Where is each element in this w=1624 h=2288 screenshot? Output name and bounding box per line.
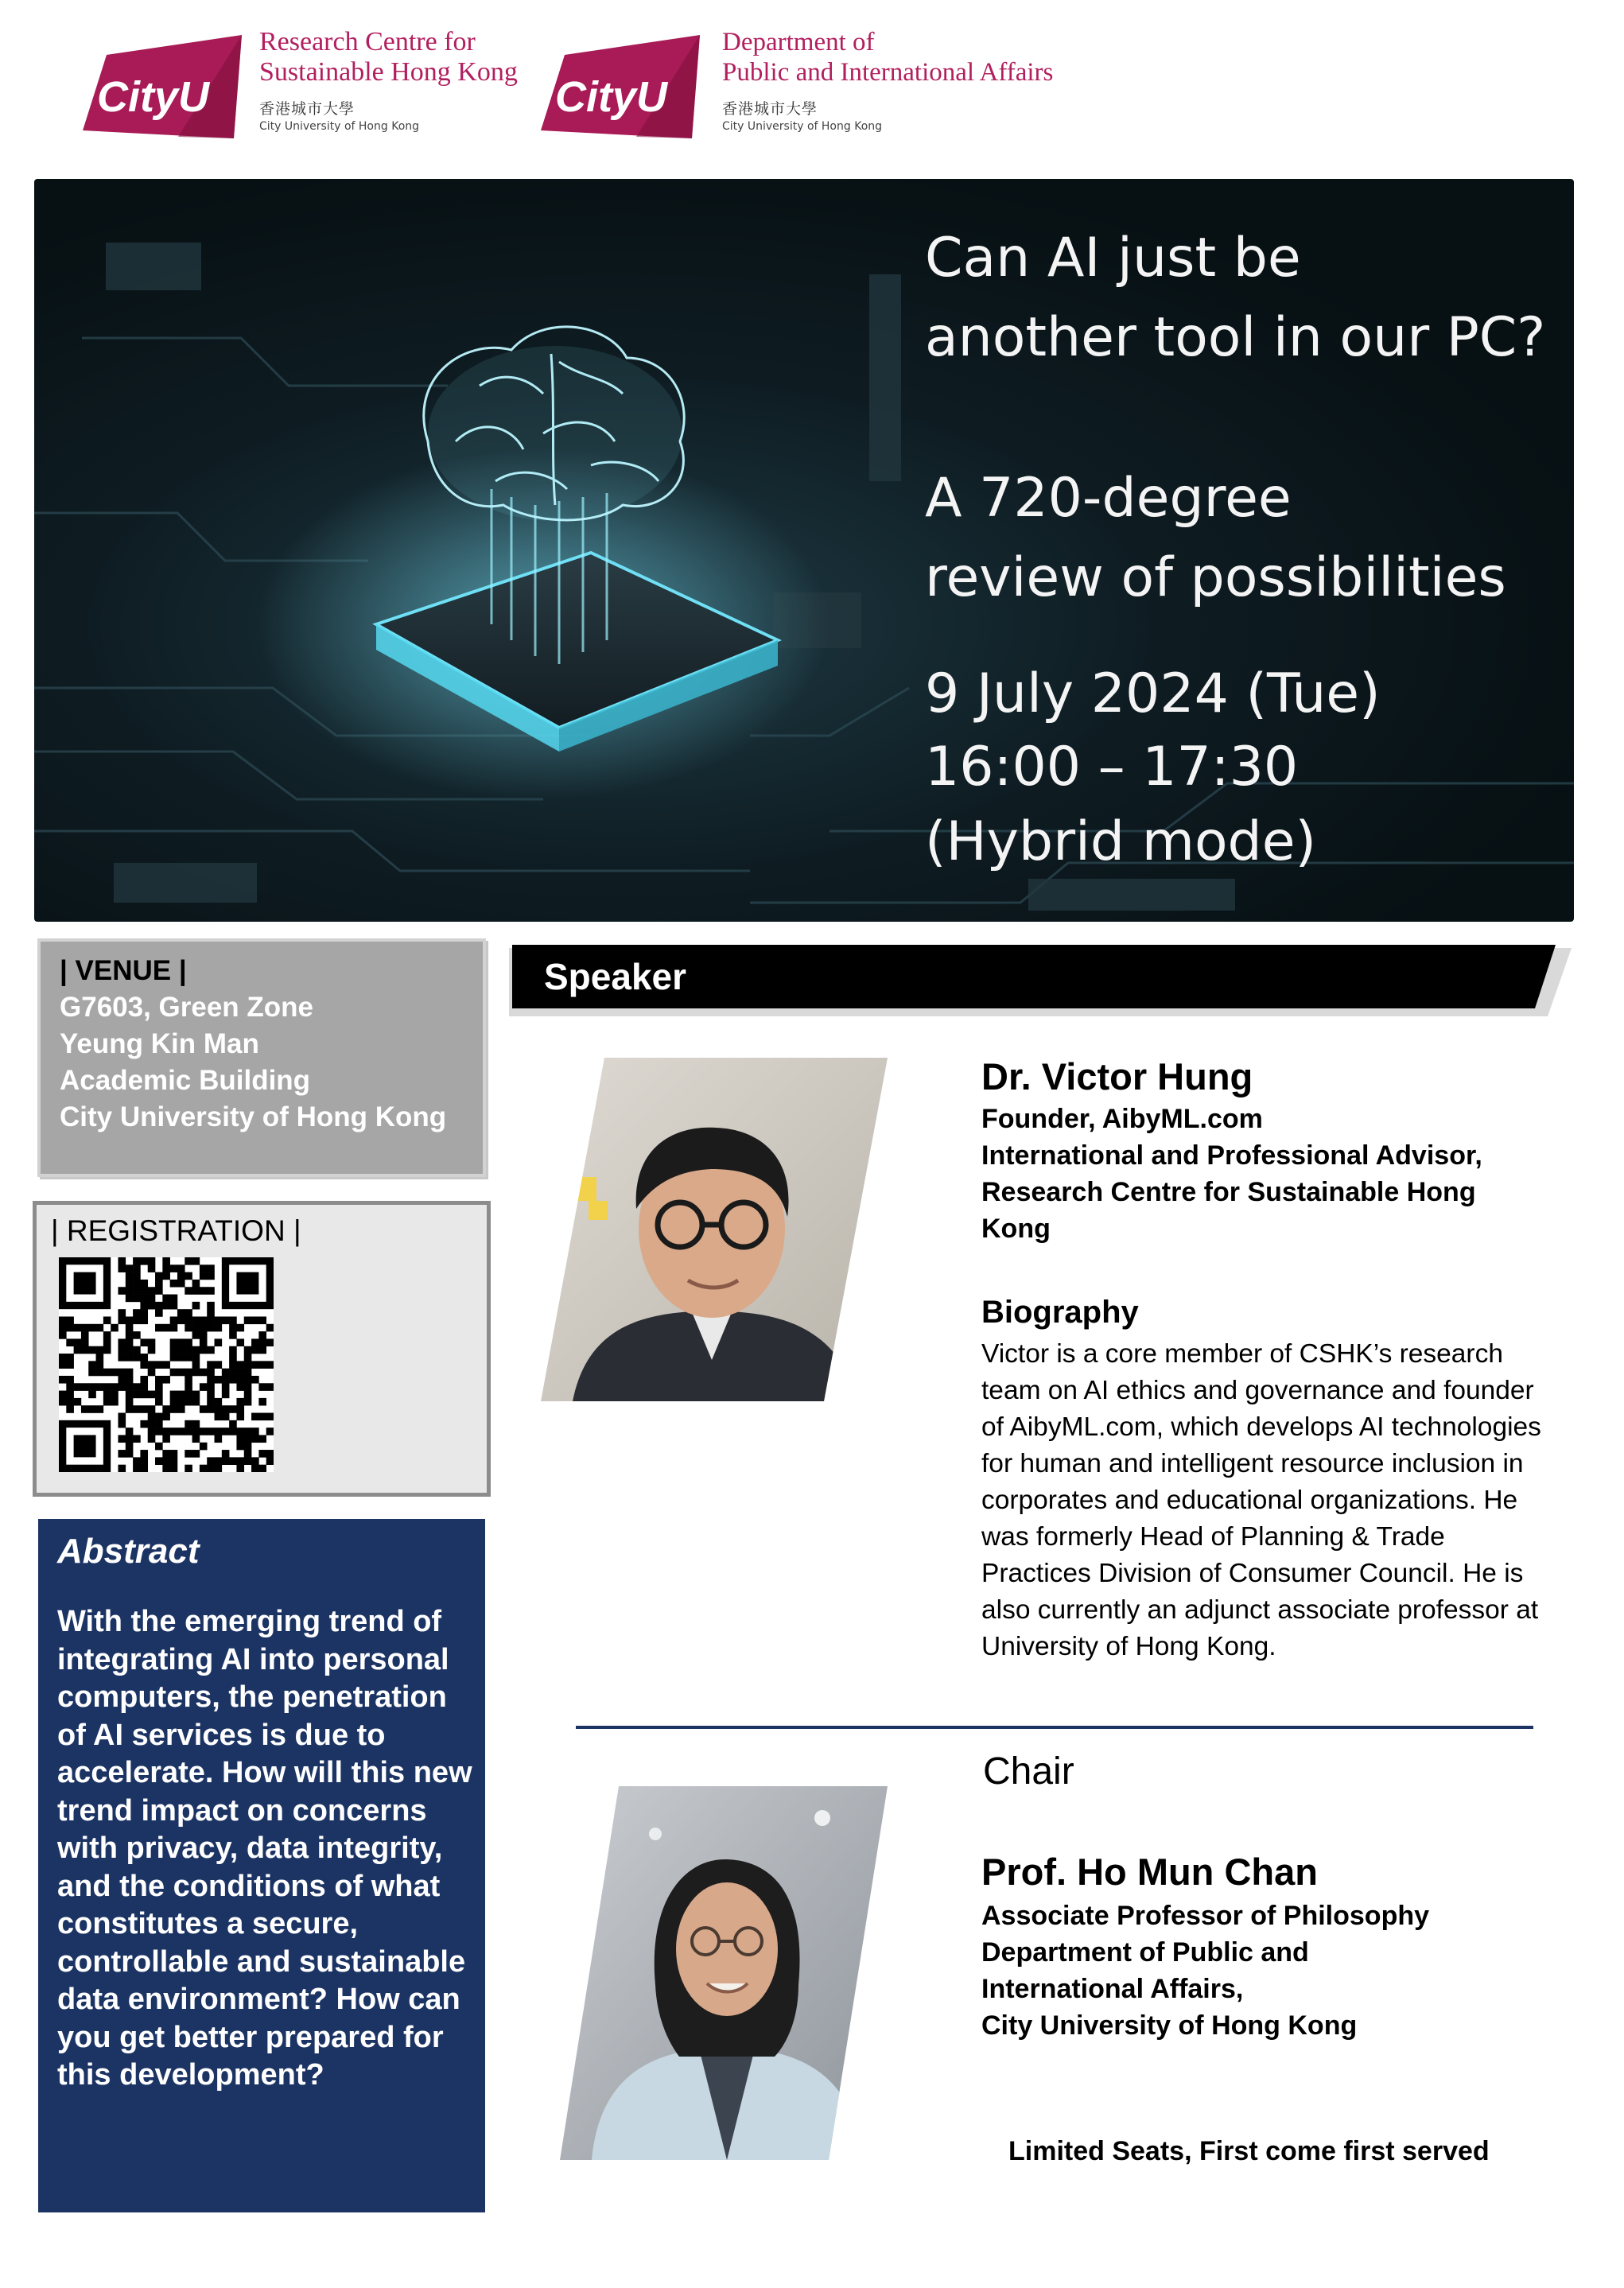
venue-line: City University of Hong Kong bbox=[60, 1101, 447, 1132]
venue-line: Yeung Kin Man bbox=[60, 1028, 259, 1059]
cityu-wordmark: CityU bbox=[555, 73, 668, 121]
chair-title-line: Associate Professor of Philosophy bbox=[981, 1901, 1430, 1931]
banner-title-line-2: another tool in our PC? bbox=[925, 306, 1546, 369]
banner-subtitle-line-2: review of possibilities bbox=[925, 546, 1506, 609]
qr-code-icon bbox=[59, 1257, 274, 1472]
event-mode: (Hybrid mode) bbox=[925, 810, 1317, 873]
logo-line-2: Public and International Affairs bbox=[722, 58, 1054, 87]
section-divider bbox=[576, 1726, 1533, 1729]
speaker-photo bbox=[541, 1058, 888, 1401]
banner-title bbox=[925, 219, 1561, 880]
speaker-title-line: International and Professional Advisor, bbox=[981, 1140, 1482, 1171]
cityu-logo-icon bbox=[83, 35, 250, 138]
chair-photo bbox=[560, 1786, 888, 2160]
abstract-body: With the emerging trend of integrating AI into personal computers, the penetration of AI services is due to accelerate. How will this new trend impact on concerns with privacy, data integrity, and the conditions of what constitutes a secure, controllable and sustainable data environment? How can you get better prepared for this development? bbox=[57, 1605, 472, 2092]
chair-title-line: City University of Hong Kong bbox=[981, 2010, 1358, 2041]
abstract-box bbox=[38, 1519, 485, 2212]
logo-english-name: City University of Hong Kong bbox=[259, 120, 420, 133]
speaker-section-bar bbox=[509, 943, 1572, 1020]
logo-line-2: Sustainable Hong Kong bbox=[259, 57, 518, 87]
chair-name: Prof. Ho Mun Chan bbox=[981, 1851, 1318, 1893]
logo-research-centre bbox=[83, 27, 528, 138]
event-banner bbox=[34, 179, 1574, 922]
venue-header: | VENUE | bbox=[60, 955, 187, 986]
logo-line-1: Department of bbox=[722, 28, 875, 56]
cityu-wordmark: CityU bbox=[97, 73, 210, 121]
speaker-title-line: Kong bbox=[981, 1214, 1051, 1244]
logo-chinese-name: 香港城市大學 bbox=[722, 100, 818, 118]
speaker-title-line: Founder, AibyML.com bbox=[981, 1104, 1263, 1134]
registration-qr-code[interactable] bbox=[59, 1257, 274, 1472]
biography-heading: Biography bbox=[981, 1295, 1139, 1330]
logo-line-1: Research Centre for bbox=[259, 27, 476, 56]
venue-box bbox=[37, 938, 486, 1177]
banner-title-line-1: Can AI just be bbox=[925, 227, 1301, 289]
limited-seats-note: Limited Seats, First come first served bbox=[1008, 2136, 1490, 2166]
logo-public-affairs bbox=[541, 27, 1066, 138]
cityu-logo-icon bbox=[541, 35, 708, 138]
registration-box bbox=[33, 1201, 491, 1497]
biography-text: Victor is a core member of CSHK’s research team on AI ethics and governance and founder of AibyML.com, which develops AI technologies for human and intelligent resource inclusion in corporates and educational organizations. He was formerly Head of Planning & Trade Practices Division of Consumer Council. He is also currently an adjunct associate professor at University of Hong Kong. bbox=[981, 1339, 1541, 1661]
chair-titles bbox=[981, 1898, 1554, 2044]
event-time: 16:00 – 17:30 bbox=[925, 736, 1299, 798]
abstract-title: Abstract bbox=[57, 1532, 200, 1571]
venue-line: G7603, Green Zone bbox=[60, 992, 314, 1023]
registration-label: | REGISTRATION | bbox=[51, 1214, 301, 1247]
chair-title-line: Department of Public and bbox=[981, 1937, 1309, 1968]
speaker-titles bbox=[981, 1101, 1554, 1247]
speaker-section-label: Speaker bbox=[544, 956, 687, 997]
chair-title-line: International Affairs, bbox=[981, 1974, 1244, 2004]
chair-heading: Chair bbox=[983, 1750, 1074, 1793]
logo-chinese-name: 香港城市大學 bbox=[259, 100, 355, 118]
event-date: 9 July 2024 (Tue) bbox=[925, 662, 1381, 725]
logo-english-name: City University of Hong Kong bbox=[722, 120, 883, 133]
banner-subtitle-line-1: A 720-degree bbox=[925, 467, 1292, 530]
speaker-title-line: Research Centre for Sustainable Hong bbox=[981, 1177, 1476, 1207]
venue-line: Academic Building bbox=[60, 1065, 311, 1096]
speaker-name: Dr. Victor Hung bbox=[981, 1055, 1253, 1097]
